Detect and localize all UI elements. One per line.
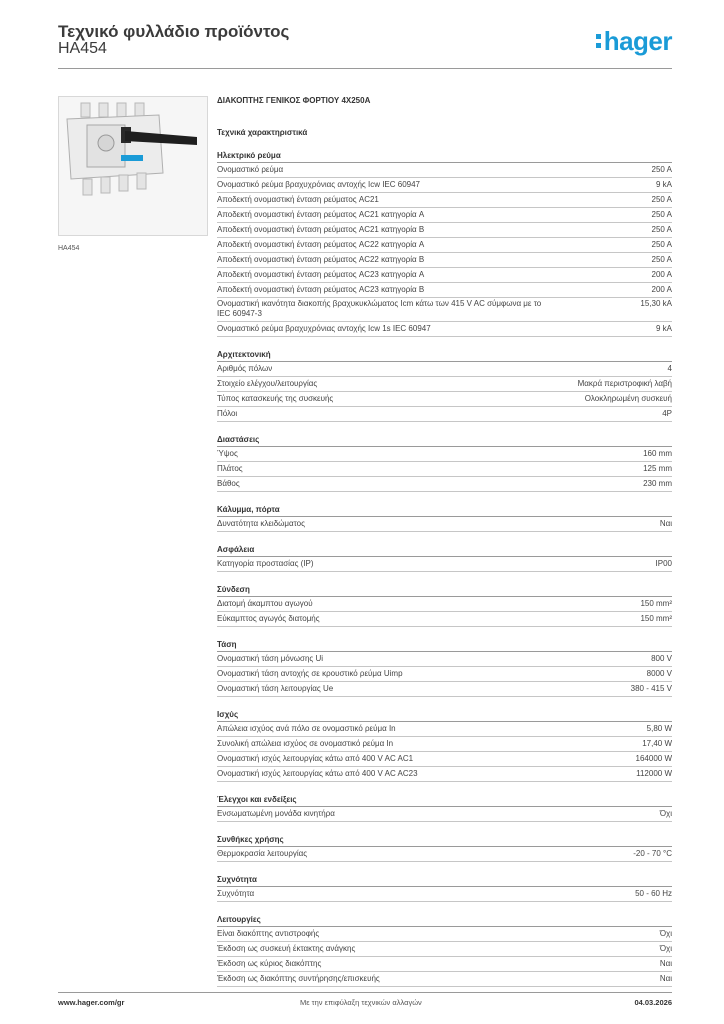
document-title: Τεχνικό φυλλάδιο προϊόντος [58,22,290,41]
spec-row [217,377,672,392]
spec-label: Αποδεκτή ονομαστική ένταση ρεύματος AC21 [217,195,379,204]
spec-row [217,517,672,532]
section-title: Σύνδεση [217,584,672,597]
section-title: Έλεγχοι και ενδείξεις [217,794,672,807]
spec-label: Τύπος κατασκευής της συσκευής [217,394,334,403]
tech-heading: Τεχνικά χαρακτηριστικά [217,128,308,137]
spec-row [217,972,672,987]
spec-label: Πόλοι [217,409,238,418]
spec-row [217,298,672,322]
spec-label: Εύκαμπτος αγωγός διατομής [217,614,320,623]
spec-section [217,584,672,627]
spec-label: Αποδεκτή ονομαστική ένταση ρεύματος AC21 κατηγορία B [217,225,425,234]
spec-label: Δυνατότητα κλειδώματος [217,519,305,528]
spec-label: Ονομαστικό ρεύμα βραχυχρόνιας αντοχής Icw 1s IEC 60947 [217,324,431,333]
spec-value: 250 A [651,240,672,249]
spec-label: Θερμοκρασία λειτουργίας [217,849,308,858]
spec-label: Ύψος [217,449,238,458]
spec-label: Συχνότητα [217,889,255,898]
spec-label: Πλάτος [217,464,243,473]
spec-row [217,557,672,572]
spec-row [217,208,672,223]
section-title: Αρχιτεκτονική [217,349,672,362]
section-title: Τάση [217,639,672,652]
spec-row [217,238,672,253]
spec-label: Έκδοση ως διακόπτης συντήρησης/επισκευής [217,974,380,983]
spec-label: Ονομαστική ισχύς λειτουργίας κάτω από 400 V AC AC23 [217,769,418,778]
spec-label: Βάθος [217,479,240,488]
spec-value: 125 mm [643,464,672,473]
spec-section [217,150,672,337]
spec-value: Ναι [659,959,672,968]
section-title: Διαστάσεις [217,434,672,447]
section-title: Κάλυμμα, πόρτα [217,504,672,517]
spec-row [217,193,672,208]
spec-row [217,847,672,862]
spec-row [217,682,672,697]
header-divider [58,68,672,69]
spec-label: Ονομαστική τάση αντοχής σε κρουστικό ρεύμα Uimp [217,669,403,678]
spec-row [217,767,672,782]
spec-value: Ολοκληρωμένη συσκευή [584,394,672,403]
spec-content [217,96,672,999]
spec-value: 250 A [651,210,672,219]
spec-value: Όχι [659,929,672,938]
spec-row [217,722,672,737]
spec-section [217,874,672,902]
spec-row [217,447,672,462]
spec-value: 164000 W [635,754,672,763]
spec-section [217,709,672,782]
footer-divider [58,992,672,993]
spec-row [217,362,672,377]
product-title: ΔΙΑΚΟΠΤΗΣ ΓΕΝΙΚΟΣ ΦΟΡΤΙΟΥ 4Χ250Α [217,96,371,105]
spec-row [217,807,672,822]
spec-label: Κατηγορία προστασίας (IP) [217,559,314,568]
spec-row [217,652,672,667]
spec-row [217,752,672,767]
spec-label: Ονομαστική τάση μόνωσης Ui [217,654,324,663]
spec-value: -20 - 70 °C [633,849,672,858]
spec-label: Ονομαστικό ρεύμα βραχυχρόνιας αντοχής Icw IEC 60947 [217,180,420,189]
spec-section [217,349,672,422]
spec-value: 4 [667,364,672,373]
spec-value: Ναι [659,519,672,528]
spec-value: 8000 V [646,669,672,678]
spec-label: Ονομαστική ισχύς λειτουργίας κάτω από 400 V AC AC1 [217,754,414,763]
spec-value: 380 - 415 V [630,684,672,693]
spec-section [217,914,672,987]
spec-value: Όχι [659,944,672,953]
spec-section [217,834,672,862]
spec-section [217,639,672,697]
spec-value: 17,40 W [642,739,672,748]
spec-section [217,434,672,492]
spec-value: Όχι [659,809,672,818]
spec-label: Αποδεκτή ονομαστική ένταση ρεύματος AC22 κατηγορία A [217,240,425,249]
spec-label: Ονομαστική τάση λειτουργίας Ue [217,684,334,693]
spec-value: 200 A [651,270,672,279]
spec-row [217,178,672,193]
spec-value: 200 A [651,285,672,294]
spec-section [217,544,672,572]
spec-label: Είναι διακόπτης αντιστροφής [217,929,320,938]
spec-row [217,268,672,283]
spec-value: IP00 [655,559,672,568]
spec-value: Μακρά περιστροφική λαβή [577,379,672,388]
spec-label: Ονομαστικό ρεύμα [217,165,284,174]
spec-section [217,794,672,822]
spec-value: 15,30 kA [640,299,672,308]
spec-row [217,407,672,422]
spec-row [217,927,672,942]
footer-note: Με την επιφύλαξη τεχνικών αλλαγών [300,998,422,1007]
section-title: Ασφάλεια [217,544,672,557]
spec-row [217,322,672,337]
spec-row [217,392,672,407]
switch-product-icon [59,97,207,235]
section-title: Συνθήκες χρήσης [217,834,672,847]
spec-label: Αποδεκτή ονομαστική ένταση ρεύματος AC22 κατηγορία B [217,255,425,264]
spec-value: 800 V [651,654,672,663]
spec-section [217,504,672,532]
spec-value: 250 A [651,225,672,234]
spec-value: 250 A [651,165,672,174]
spec-label: Ονομαστική ικανότητα διακοπής βραχυκυκλώματος Icm κάτω των 415 V AC σύμφωνα με το IEC 60947-3 [217,299,542,318]
spec-value: 250 A [651,255,672,264]
section-title: Ισχύς [217,709,672,722]
spec-label: Αποδεκτή ονομαστική ένταση ρεύματος AC23 κατηγορία A [217,270,425,279]
spec-value: 150 mm² [640,614,672,623]
spec-value: 5,80 W [646,724,672,733]
footer-website[interactable]: www.hager.com/gr [58,998,125,1007]
spec-row [217,462,672,477]
spec-label: Συνολική απώλεια ισχύος σε ονομαστικό ρεύμα In [217,739,394,748]
spec-value: 50 - 60 Hz [635,889,672,898]
spec-value: 250 A [651,195,672,204]
spec-row [217,223,672,238]
spec-value: 9 kA [655,180,672,189]
spec-value: 230 mm [643,479,672,488]
spec-label: Διατομή άκαμπτου αγωγού [217,599,313,608]
spec-value: 9 kA [655,324,672,333]
spec-value: 160 mm [643,449,672,458]
spec-row [217,283,672,298]
section-title: Ηλεκτρικό ρεύμα [217,150,672,163]
spec-row [217,887,672,902]
logo-text: hager [603,26,672,56]
spec-label: Αποδεκτή ονομαστική ένταση ρεύματος AC21 κατηγορία A [217,210,425,219]
spec-row [217,737,672,752]
spec-label: Απώλεια ισχύος ανά πόλο σε ονομαστικό ρεύμα In [217,724,396,733]
spec-row [217,597,672,612]
spec-value: 150 mm² [640,599,672,608]
image-caption: HA454 [58,245,80,252]
hager-logo [596,28,672,54]
spec-row [217,667,672,682]
product-code: HA454 [58,40,107,57]
footer-date: 04.03.2026 [634,998,672,1007]
spec-row [217,253,672,268]
spec-row [217,957,672,972]
spec-row [217,477,672,492]
spec-row [217,942,672,957]
spec-value: 112000 W [636,769,672,778]
spec-label: Έκδοση ως συσκευή έκτακτης ανάγκης [217,944,356,953]
spec-value: 4P [662,409,672,418]
spec-row [217,163,672,178]
spec-label: Στοιχείο ελέγχου/λειτουργίας [217,379,318,388]
spec-row [217,612,672,627]
spec-label: Έκδοση ως κύριος διακόπτης [217,959,322,968]
spec-sections [217,150,672,987]
product-image [58,96,208,236]
spec-value: Ναι [659,974,672,983]
spec-label: Ενσωματωμένη μονάδα κινητήρα [217,809,335,818]
spec-label: Αποδεκτή ονομαστική ένταση ρεύματος AC23 κατηγορία B [217,285,425,294]
section-title: Συχνότητα [217,874,672,887]
spec-label: Αριθμός πόλων [217,364,273,373]
logo-dots-icon [596,34,601,48]
section-title: Λειτουργίες [217,914,672,927]
